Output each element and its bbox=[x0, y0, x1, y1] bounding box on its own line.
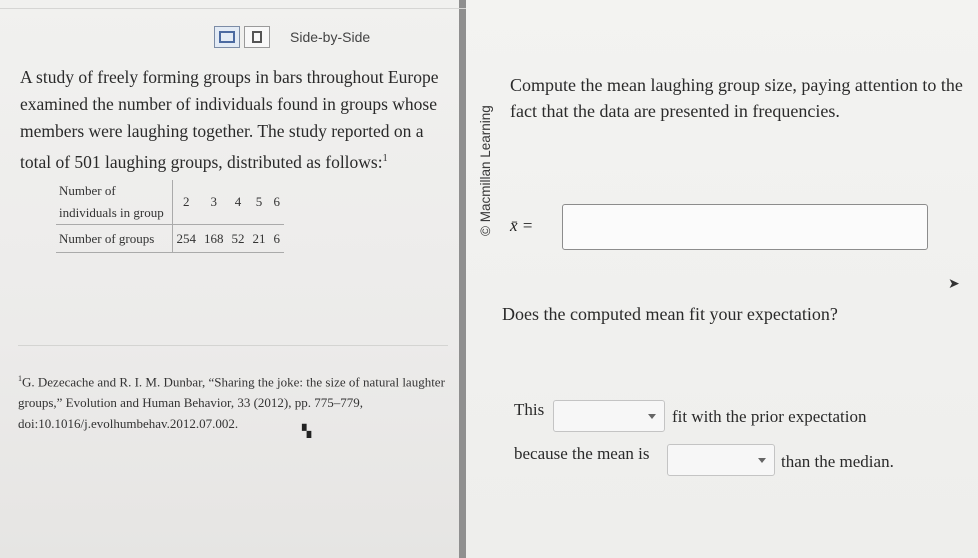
fit-dropdown[interactable] bbox=[553, 400, 665, 432]
footnote-marker: 1 bbox=[18, 374, 22, 383]
view-toggle bbox=[214, 24, 370, 50]
pane-divider[interactable] bbox=[459, 0, 466, 558]
table-cell: 6 bbox=[270, 225, 285, 253]
footnote-reference: 1 bbox=[382, 153, 388, 164]
view-mode-label: Side-by-Side bbox=[290, 29, 371, 45]
footnote-divider bbox=[18, 345, 448, 346]
mouse-pointer-icon: ➤ bbox=[948, 277, 960, 292]
table-cell: 168 bbox=[200, 225, 228, 253]
table-row bbox=[56, 180, 284, 225]
sentence-because: because the mean is bbox=[514, 444, 650, 463]
mean-label: x̄ = bbox=[510, 216, 534, 235]
table-cell: 3 bbox=[200, 180, 228, 225]
table-row bbox=[56, 225, 284, 253]
problem-intro-text: A study of freely forming groups in bars throughout Europe examined the number of individuals found in groups whose members were laughing together. The study reported on a total of 501 laughing groups, distributed as follows: bbox=[20, 67, 439, 172]
table-cell: 4 bbox=[228, 180, 249, 225]
top-divider-line bbox=[0, 8, 466, 9]
comparison-dropdown[interactable] bbox=[667, 444, 775, 476]
footnote-text: G. Dezecache and R. I. M. Dunbar, “Sharing the joke: the size of natural laughter groups,” Evolution and Human Behavior, 33 (2012), pp. 775–779, doi:10.1016/j.evolhumbehav.2012.07.002. bbox=[18, 374, 445, 432]
chevron-down-icon bbox=[758, 458, 766, 463]
question-text: Compute the mean laughing group size, paying attention to the fact that the data are presented in frequencies. bbox=[510, 75, 963, 121]
mean-input[interactable] bbox=[562, 204, 928, 250]
table-cell: 52 bbox=[228, 225, 249, 253]
table-cell: 2 bbox=[172, 180, 200, 225]
problem-intro bbox=[20, 64, 456, 176]
table-cell: 254 bbox=[172, 225, 200, 253]
full-view-icon bbox=[219, 31, 235, 43]
full-view-button[interactable] bbox=[214, 26, 240, 48]
sentence-fit: fit with the prior expectation bbox=[672, 407, 867, 426]
copyright-label: © Macmillan Learning bbox=[478, 105, 493, 236]
chevron-down-icon bbox=[648, 414, 656, 419]
side-by-side-button[interactable] bbox=[244, 26, 270, 48]
sentence-this: This bbox=[514, 400, 545, 419]
table-cell: 5 bbox=[249, 180, 270, 225]
side-by-side-icon bbox=[252, 31, 262, 43]
row-header-individuals: Number of individuals in group bbox=[56, 180, 172, 225]
row-header-groups: Number of groups bbox=[56, 225, 172, 253]
table-cell: 6 bbox=[270, 180, 285, 225]
footnote bbox=[18, 368, 450, 434]
table-cell: 21 bbox=[249, 225, 270, 253]
expectation-question: Does the computed mean fit your expectation? bbox=[502, 304, 838, 324]
text-cursor-icon: ▚ bbox=[302, 424, 312, 438]
frequency-table bbox=[56, 180, 284, 253]
sentence-median: than the median. bbox=[781, 452, 894, 471]
